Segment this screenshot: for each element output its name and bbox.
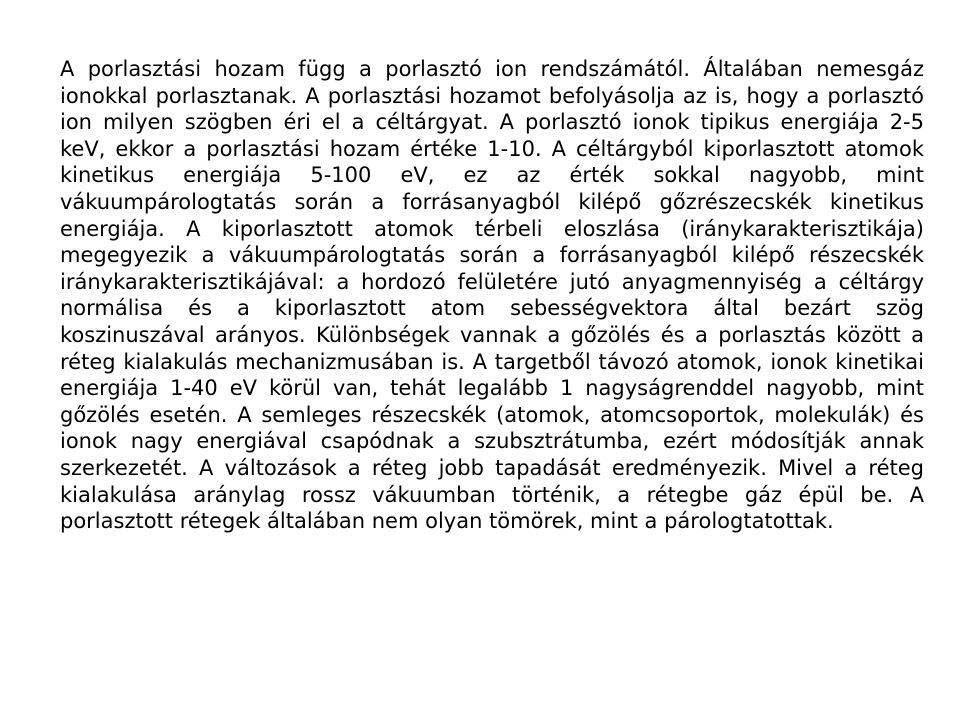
body-paragraph: A porlasztási hozam függ a porlasztó ion rendszámától. Általában nemesgáz ionokkal porlasztanak. A porlasztási hozamot befolyásolja az is, hogy a porlasztó ion milyen szögben éri el a céltárgyat. A porlasztó ionok tipikus energiája 2-5 keV, ekkor a porlasztási hozam értéke 1-10. A céltárgyból kiporlasztott atomok kinetikus energiája 5-100 eV, ez az érték sokkal nagyobb, mint vákuumpárologtatás során a forrásanyagból kilépő gőzrészecskék kinetikus energiája. A kiporlasztott atomok térbeli eloszlása (iránykarakterisztikája) megegyezik a vákuumpárologtatás során a forrásanyagból kilépő részecskék iránykarakterisztikájával: a hordozó felületére jutó anyagmennyiség a céltárgy normálisa és a kiporlasztott atom sebességvektora által bezárt szög koszinuszával arányos. Különbségek vannak a gőzölés és a porlasztás között a réteg kialakulás mechanizmusában is. A targetből távozó atomok, ionok kinetikai energiája 1-40 eV körül van, tehát legalább 1 nagyságrenddel nagyobb, mint gőzölés esetén. A semleges részecskék (atomok, atomcsoportok, molekulák) és ionok nagy energiával csapódnak a szubsztrátumba, ezért módosítják annak szerkezetét. A változások a réteg jobb tapadását eredményezik. Mivel a réteg kialakulása aránylag rossz vákuumban történik, a rétegbe gáz épül be. A porlasztott rétegek általában nem olyan tömörek, mint a párologtatottak.	[60, 57, 924, 534]
